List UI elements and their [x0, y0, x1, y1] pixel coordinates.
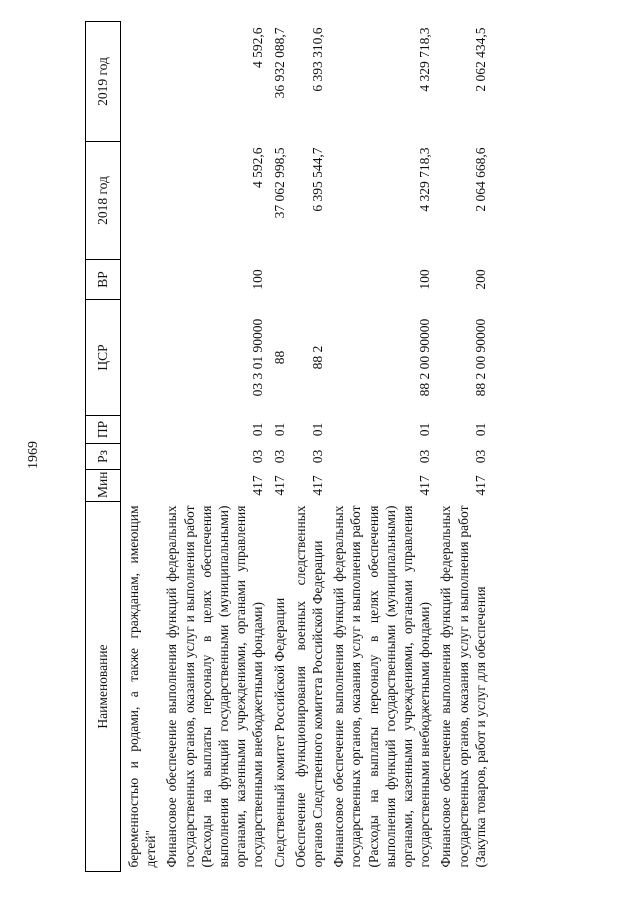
header-vr: ВР [86, 260, 121, 300]
cell-csr: 03 3 01 90000 [250, 318, 266, 397]
cell-csr: 88 2 00 90000 [417, 318, 433, 397]
table-row [269, 22, 290, 872]
cell-rz: 03 [271, 449, 287, 464]
cell-2019 [121, 22, 162, 142]
header-2019: 2019 год [86, 22, 121, 142]
table-row [290, 22, 328, 872]
cell-min: 417 [271, 475, 287, 496]
cell-2018: 6 395 544,7 [310, 147, 326, 212]
cell-vr [269, 260, 290, 300]
cell-rz [121, 444, 162, 470]
cell-pr: 01 [310, 422, 326, 437]
cell-vr: 200 [472, 269, 488, 290]
page-number-text: 1969 [26, 441, 41, 469]
cell-name: Финансовое обеспечение выполнения функций федеральных государственных органов, оказания услуг и выполнения работ (Расходы на выплаты персоналу в целях обеспечения выполнения функций государственными (муниципальными) органами, казенными учреждениями, органами управления государственными внебюджетными фондами) [164, 505, 266, 868]
header-min: Мин [86, 470, 121, 502]
cell-vr [121, 260, 162, 300]
page-number [20, 442, 50, 468]
table-row [435, 22, 491, 872]
cell-csr: 88 2 [310, 345, 326, 370]
cell-pr: 01 [472, 422, 488, 437]
header-row [86, 22, 121, 872]
budget-table [85, 21, 491, 872]
cell-rz: 03 [417, 449, 433, 464]
header-csr: ЦСР [86, 300, 121, 416]
cell-min: 417 [250, 475, 266, 496]
cell-rz: 03 [310, 449, 326, 464]
cell-pr: 01 [271, 422, 287, 437]
cell-name: беременностью и родами, а также гражданам, имеющим детей" [126, 505, 159, 868]
cell-2019: 4 329 718,3 [417, 27, 433, 92]
cell-pr [121, 416, 162, 444]
cell-min: 417 [472, 475, 488, 496]
cell-2019: 2 062 434,5 [472, 27, 488, 92]
table-row [328, 22, 435, 872]
cell-2019: 4 592,6 [250, 27, 266, 68]
header-rz: Рз [86, 444, 121, 470]
cell-name: Финансовое обеспечение выполнения функций федеральных государственных органов, оказания услуг и выполнения работ (Закупка товаров, работ и услуг для обеспечения [438, 505, 488, 868]
cell-min: 417 [417, 475, 433, 496]
header-name: Наименование [86, 502, 121, 872]
cell-vr: 100 [417, 269, 433, 290]
table-header [86, 22, 121, 872]
cell-2018: 2 064 668,6 [472, 147, 488, 212]
table-row [121, 22, 162, 872]
header-2018: 2018 год [86, 142, 121, 260]
header-pr: ПР [86, 416, 121, 444]
cell-2019: 6 393 310,6 [310, 27, 326, 92]
table-row [161, 22, 268, 872]
cell-rz: 03 [472, 449, 488, 464]
cell-vr [290, 260, 328, 300]
cell-pr: 01 [417, 422, 433, 437]
cell-2018: 4 592,6 [250, 147, 266, 188]
cell-min [121, 470, 162, 502]
cell-name: Финансовое обеспечение выполнения функций федеральных государственных органов, оказания услуг и выполнения работ (Расходы на выплаты персоналу в целях обеспечения выполнения функций государственными (муниципальными) органами, казенными учреждениями, органами управления государственными внебюджетными фондами) [331, 505, 433, 868]
cell-csr: 88 [271, 350, 287, 365]
cell-2018: 37 062 998,5 [271, 147, 287, 219]
cell-2018: 4 329 718,3 [417, 147, 433, 212]
cell-pr: 01 [250, 422, 266, 437]
table-body [121, 22, 492, 872]
cell-name: Следственный комитет Российской Федерации [271, 597, 287, 868]
cell-2019: 36 932 088,7 [271, 27, 287, 99]
cell-csr [121, 300, 162, 416]
cell-min: 417 [310, 475, 326, 496]
cell-csr: 88 2 00 90000 [472, 318, 488, 397]
cell-2018 [121, 142, 162, 260]
cell-name: Обеспечение функционирования военных следственных органов Следственного комитета Российской Федерации [292, 505, 326, 868]
cell-vr: 100 [250, 269, 266, 290]
rotated-table-container [85, 22, 590, 872]
cell-rz: 03 [250, 449, 266, 464]
